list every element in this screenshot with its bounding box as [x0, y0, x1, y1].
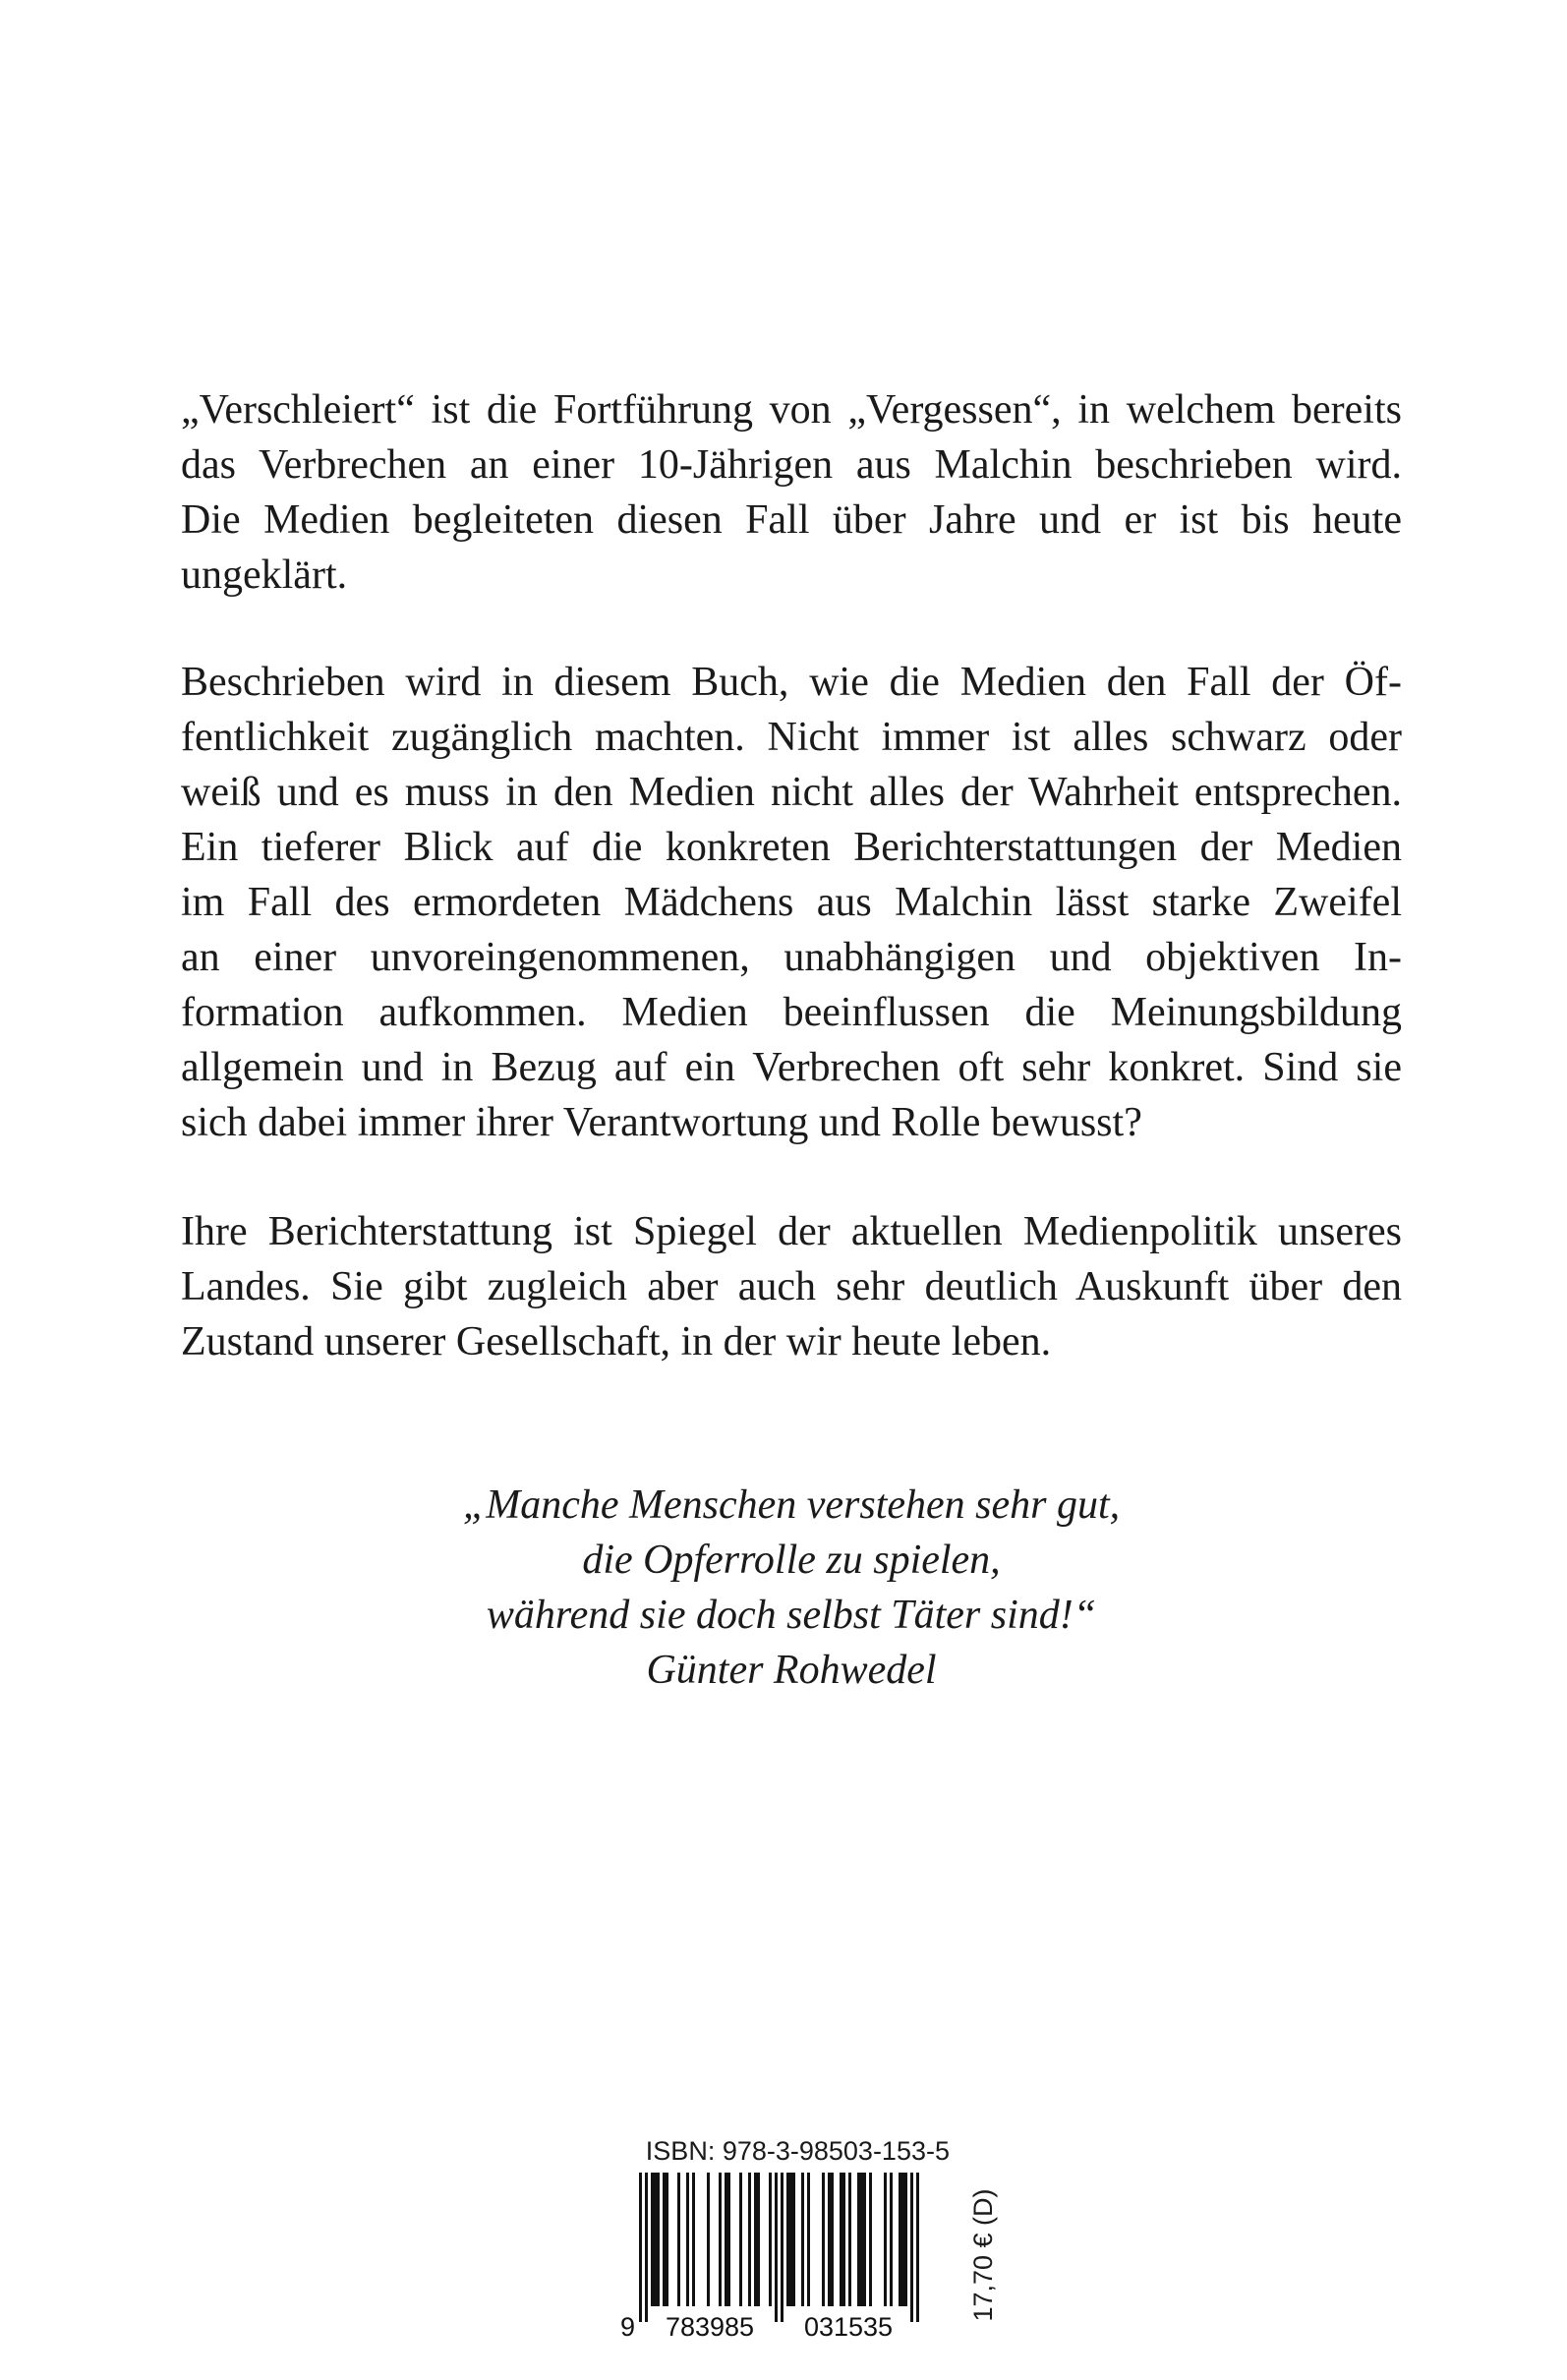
blurb-paragraph-2	[181, 655, 1402, 1150]
barcode-bar	[840, 2173, 842, 2306]
barcode-bar	[677, 2173, 680, 2306]
barcode-digits-left: 783985	[665, 2312, 755, 2342]
barcode-bar	[863, 2173, 866, 2306]
barcode-guard-bar	[916, 2173, 919, 2322]
text-line: Ein tieferer Blick auf die konkreten Berichterstattungen der Medien	[181, 825, 1402, 870]
barcode-bar	[769, 2173, 772, 2306]
barcode-graphic	[617, 2169, 952, 2342]
barcode-bar	[904, 2173, 907, 2306]
blurb-paragraph-1	[181, 382, 1402, 603]
barcode-guard-bar	[645, 2173, 648, 2322]
barcode-bar	[857, 2173, 860, 2306]
barcode-guard-bar	[910, 2173, 913, 2322]
barcode-bar	[757, 2173, 760, 2306]
barcode-bar	[842, 2173, 845, 2306]
barcode-bar	[692, 2173, 695, 2306]
barcode-bar	[686, 2173, 689, 2306]
barcode-bar	[786, 2173, 789, 2306]
barcode-bar	[899, 2173, 901, 2306]
barcode-bar	[807, 2173, 810, 2306]
barcode-guard-bar	[781, 2173, 784, 2322]
barcode-bar	[789, 2173, 792, 2306]
text-line: Beschrieben wird in diesem Buch, wie die Medien den Fall der Öf-	[181, 660, 1402, 705]
barcode-bar	[654, 2173, 657, 2306]
barcode-bar	[822, 2173, 825, 2306]
text-line: Zustand unserer Gesellschaft, in der wir heute leben.	[181, 1319, 1052, 1364]
barcode-bar	[901, 2173, 904, 2306]
price-label: 17,70 € (D)	[968, 2188, 998, 2322]
barcode-bar	[707, 2173, 710, 2306]
barcode-guard-bar	[639, 2173, 642, 2322]
barcode-bar	[860, 2173, 863, 2306]
barcode-guard-bar	[775, 2173, 778, 2322]
text-line: Landes. Sie gibt zugleich aber auch sehr deutlich Auskunft über den	[181, 1264, 1402, 1309]
barcode-bar	[848, 2173, 851, 2306]
barcode-bar	[663, 2173, 666, 2306]
barcode-bar	[666, 2173, 668, 2306]
text-line: weiß und es muss in den Medien nicht alles der Wahrheit entsprechen.	[181, 770, 1402, 815]
barcode-bar	[828, 2173, 831, 2306]
text-line: formation aufkommen. Medien beeinflussen die Meinungsbildung	[181, 990, 1402, 1035]
barcode-bar	[831, 2173, 834, 2306]
barcode-bar	[754, 2173, 757, 2306]
barcode-bar	[884, 2173, 887, 2306]
barcode-bar	[869, 2173, 872, 2306]
text-line: fentlichkeit zugänglich machten. Nicht immer ist alles schwarz oder	[181, 715, 1402, 760]
quote-line: „Manche Menschen verstehen sehr gut,	[462, 1482, 1121, 1528]
text-line: allgemein und in Bezug auf ein Verbrechen oft sehr konkret. Sind sie	[181, 1045, 1402, 1090]
barcode-digits-right: 031535	[803, 2312, 894, 2342]
barcode-bar	[651, 2173, 654, 2306]
barcode-bar	[657, 2173, 660, 2306]
barcode-digit-first: 9	[619, 2312, 635, 2342]
text-line: „Verschleiert“ ist die Fortführung von „Vergessen“, in welchem bereits	[181, 387, 1402, 433]
blurb-paragraph-3	[181, 1204, 1402, 1369]
isbn-label: ISBN: 978-3-98503-153-5	[645, 2136, 950, 2166]
barcode-bar	[739, 2173, 742, 2306]
barcode-bar	[801, 2173, 804, 2306]
quote-line: während sie doch selbst Täter sind!“	[486, 1593, 1097, 1638]
barcode-bar	[719, 2173, 722, 2306]
barcode-bar	[792, 2173, 795, 2306]
text-line: sich dabei immer ihrer Verantwortung und Rolle bewusst?	[181, 1100, 1142, 1145]
barcode-bar	[725, 2173, 727, 2306]
text-line: ungeklärt.	[181, 552, 348, 598]
barcode	[617, 2169, 952, 2342]
barcode-bar	[727, 2173, 730, 2306]
barcode-bar	[890, 2173, 893, 2306]
barcode-bar	[748, 2173, 751, 2306]
text-line: das Verbrechen an einer 10-Jährigen aus Malchin beschrieben wird.	[181, 442, 1402, 488]
quote-line: die Opferrolle zu spielen,	[582, 1538, 1001, 1583]
text-line: Die Medien begleiteten diesen Fall über Jahre und er ist bis heute	[181, 497, 1402, 543]
text-line: an einer unvoreingenommenen, unabhängigen und objektiven In-	[181, 935, 1402, 980]
text-line: Ihre Berichterstattung ist Spiegel der aktuellen Medienpolitik unseres	[181, 1209, 1402, 1254]
quote-block	[295, 1478, 1288, 1698]
price-label-wrap	[963, 2169, 1003, 2342]
quote-author: Günter Rohwedel	[646, 1648, 937, 1693]
text-line: im Fall des ermordeten Mädchens aus Malchin lässt starke Zweifel	[181, 880, 1402, 925]
